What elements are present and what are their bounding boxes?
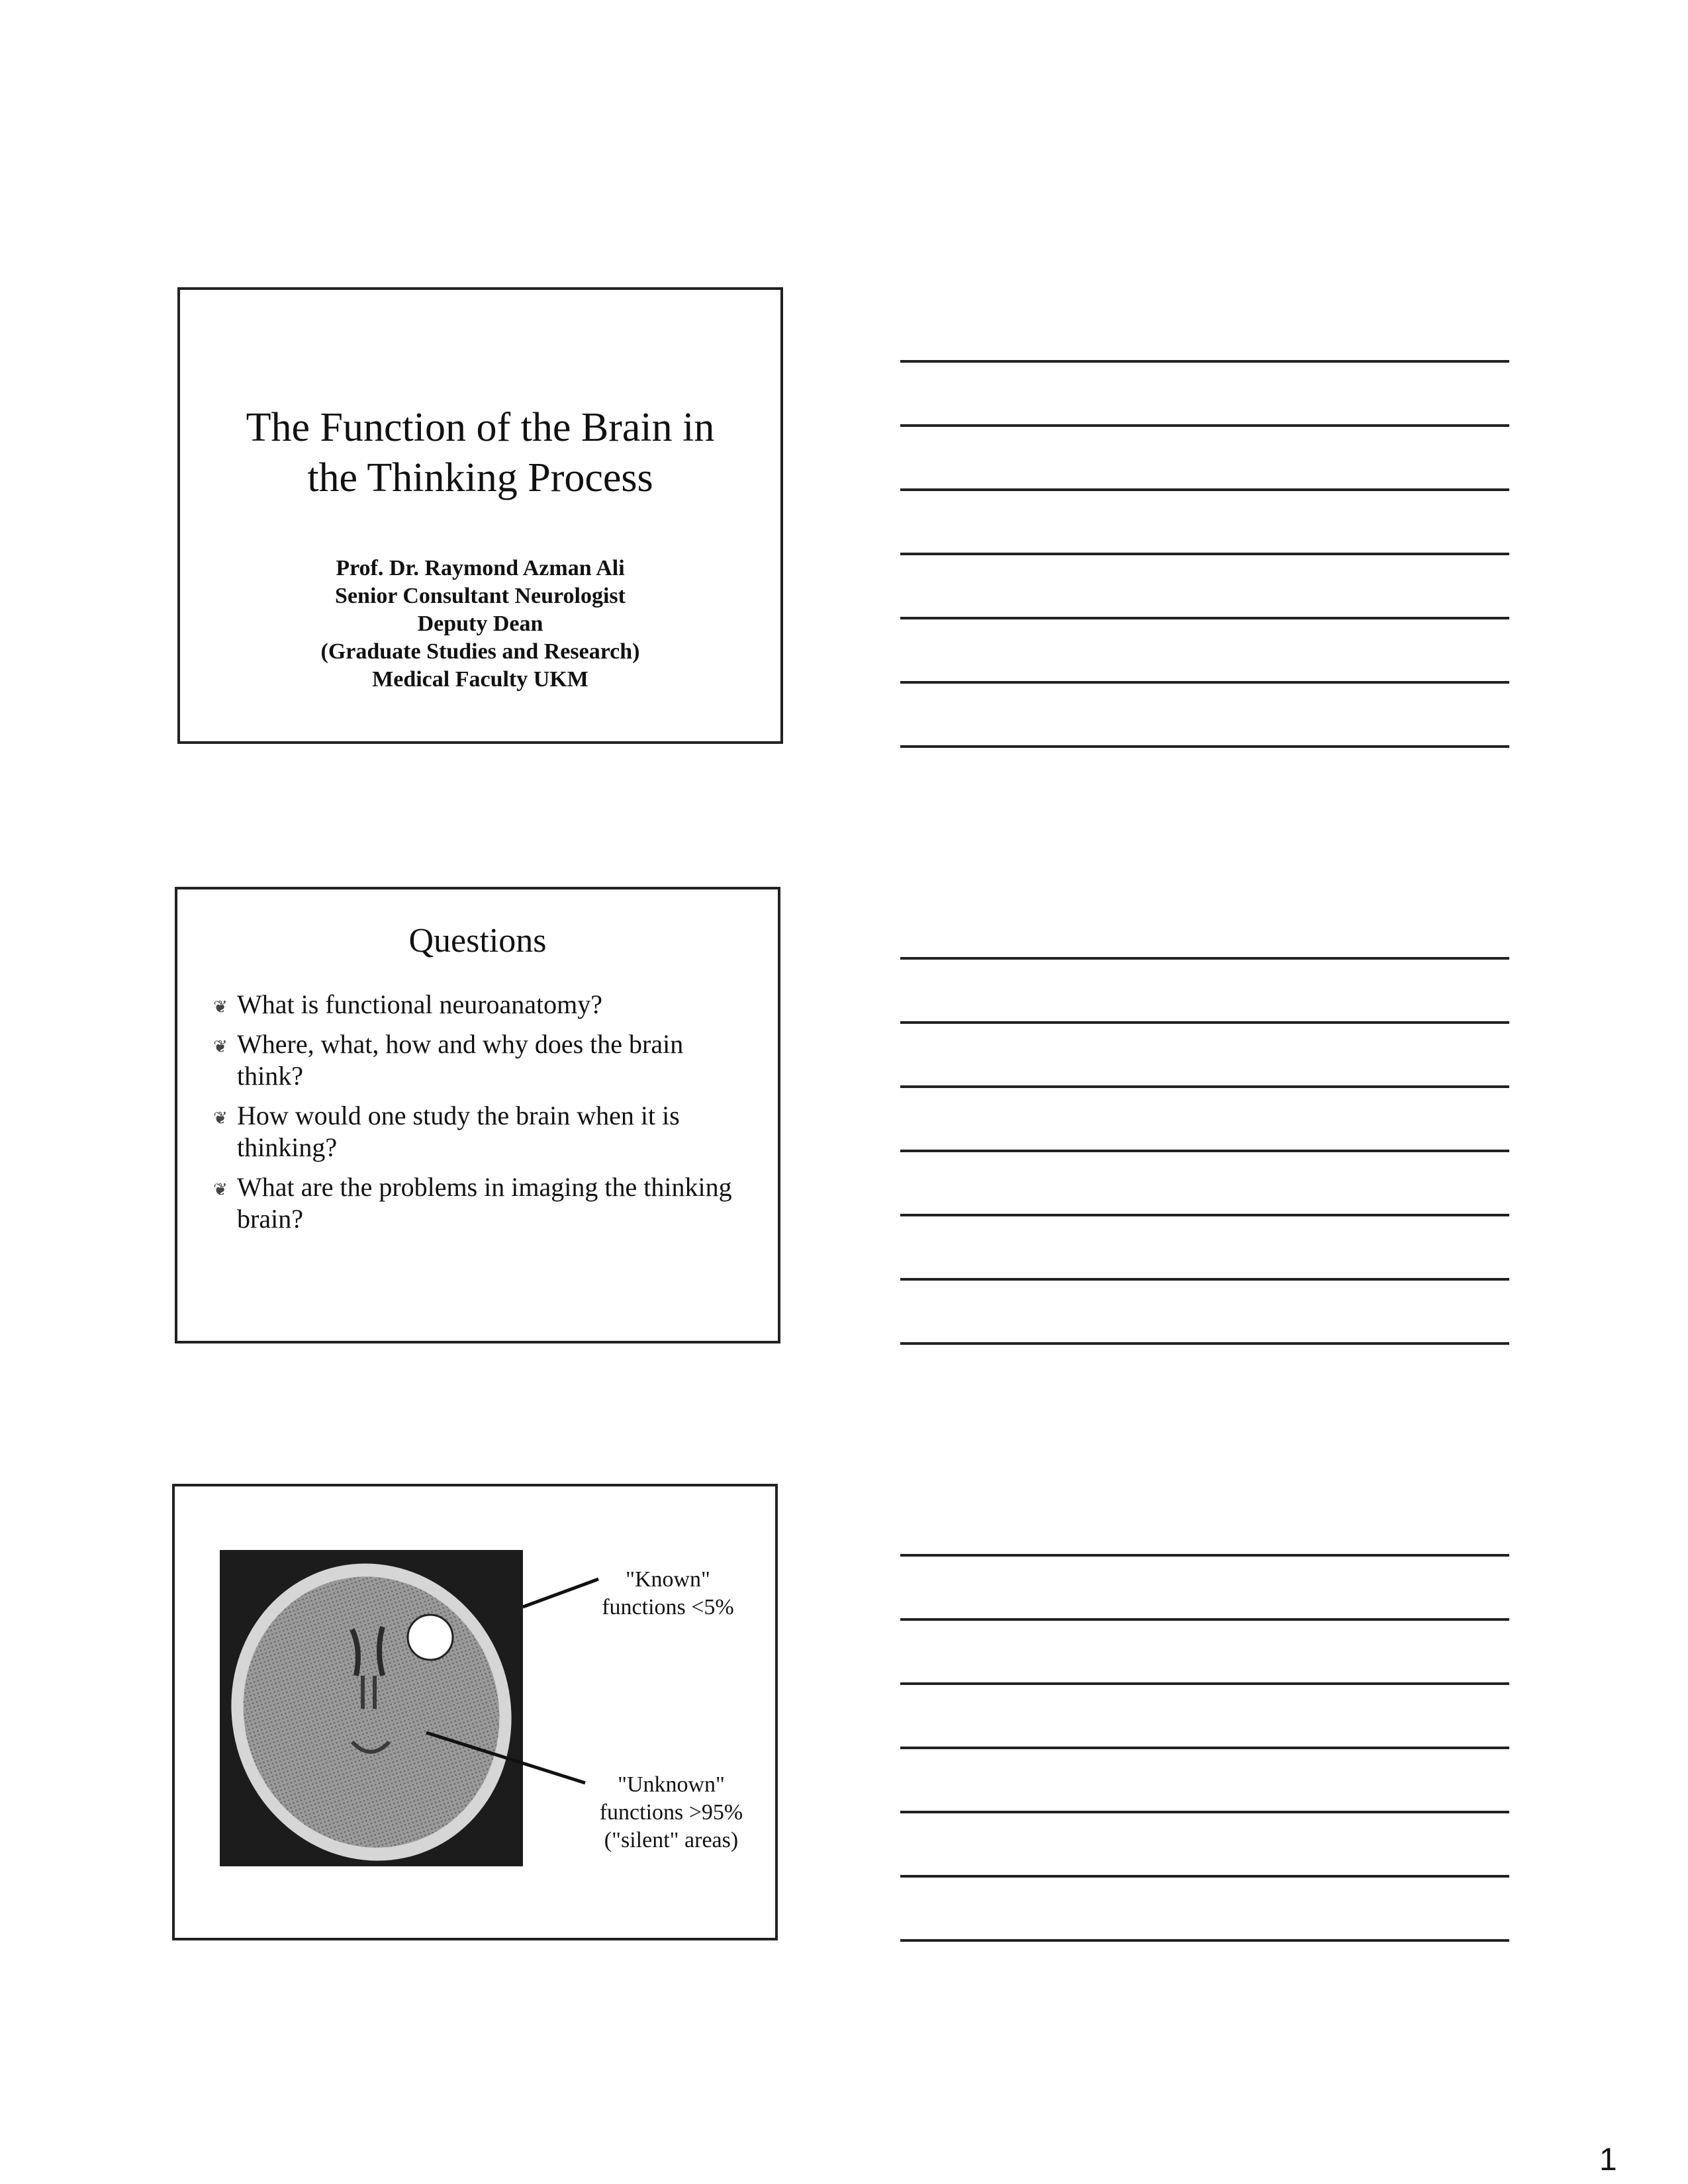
author-role: Deputy Dean [417,612,543,636]
slide-title [177,287,783,744]
title-line-1: The Function of the Brain in [246,405,715,450]
note-line [900,617,1509,619]
title-line-2: the Thinking Process [307,455,653,500]
note-line [900,1214,1509,1216]
leaf-bullet-icon: ❦ [213,1180,228,1199]
slide-questions [175,887,780,1343]
slide-brain-scan [172,1484,778,1940]
known-label-line-1: "Known" [626,1567,710,1592]
note-line [900,1021,1509,1024]
list-item [213,1100,751,1163]
question-text: What is functional neuroanatomy? [237,989,603,1019]
note-line [900,1618,1509,1621]
note-line [900,424,1509,427]
note-line [900,1747,1509,1749]
question-text: How would one study the brain when it is thinking? [237,1101,680,1162]
author-role-detail: (Graduate Studies and Research) [320,639,640,664]
notes-lines-2 [900,957,1509,1406]
leaf-bullet-icon: ❦ [213,1109,228,1128]
unknown-label-line-1: "Unknown" [618,1772,725,1797]
unknown-label-line-2: functions >95% [599,1800,743,1825]
note-line [900,1278,1509,1281]
note-line [900,1682,1509,1685]
note-line [900,1875,1509,1878]
slide-title-heading [180,402,780,503]
page-number: 1 [1599,2142,1617,2177]
author-affiliation: Medical Faculty UKM [372,667,588,692]
unknown-functions-label [579,1771,764,1854]
note-line [900,553,1509,555]
notes-lines-1 [900,360,1509,809]
note-line [900,488,1509,491]
note-line [900,1150,1509,1152]
note-line [900,957,1509,960]
note-line [900,1342,1509,1345]
note-line [900,360,1509,363]
notes-lines-3 [900,1554,1509,2003]
unknown-label-line-3: ("silent" areas) [604,1828,739,1852]
note-line [900,1939,1509,1942]
author-position: Senior Consultant Neurologist [335,584,626,608]
leaf-bullet-icon: ❦ [213,1037,228,1056]
list-item [213,1171,751,1235]
question-text: What are the problems in imaging the thinking brain? [237,1172,732,1234]
list-item [213,989,751,1021]
note-line [900,1811,1509,1813]
author-block [180,555,780,694]
note-line [900,681,1509,684]
note-line [900,745,1509,748]
author-name: Prof. Dr. Raymond Azman Ali [336,556,625,580]
leaf-bullet-icon: ❦ [213,997,228,1017]
callout-arrows [175,1486,780,1943]
list-item [213,1028,751,1092]
questions-list [213,989,751,1243]
note-line [900,1085,1509,1088]
questions-heading: Questions [408,922,547,960]
question-text: Where, what, how and why does the brain think? [237,1029,684,1091]
note-line [900,1554,1509,1557]
known-label-line-2: functions <5% [602,1595,734,1619]
known-functions-label [585,1566,751,1621]
